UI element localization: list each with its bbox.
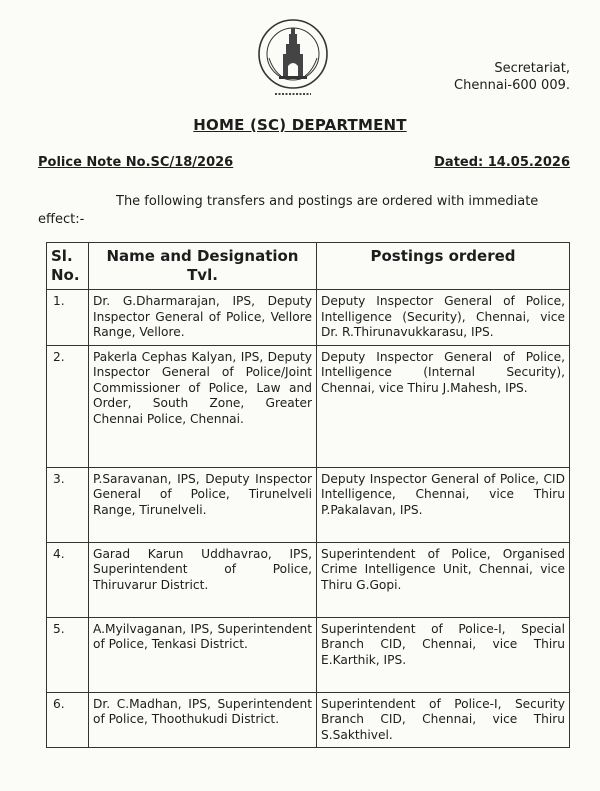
table-header-row xyxy=(47,243,570,290)
row-sl: 3. xyxy=(47,467,89,542)
row-posting: Superintendent of Police-I, Special Branch CID, Chennai, vice Thiru E.Karthik, IPS. xyxy=(317,617,570,692)
row-sl: 5. xyxy=(47,617,89,692)
intro-paragraph: The following transfers and postings are ordered with immediate effect:- xyxy=(38,194,539,227)
header-name-designation xyxy=(89,243,317,290)
row-posting: Superintendent of Police-I, Security Branch CID, Chennai, vice Thiru S.Sakthivel. xyxy=(317,692,570,748)
row-name: Dr. C.Madhan, IPS, Superintendent of Police, Thoothukudi District. xyxy=(89,692,317,748)
row-name: P.Saravanan, IPS, Deputy Inspector General of Police, Tirunelveli Range, Tirunelveli. xyxy=(89,467,317,542)
secretariat-address xyxy=(420,60,570,94)
header-name-line1: Name and Designation xyxy=(106,247,299,265)
state-emblem-icon xyxy=(255,14,331,106)
note-date: Dated: 14.05.2026 xyxy=(434,155,570,170)
table-row xyxy=(47,345,570,467)
header-sl-line1: Sl. xyxy=(51,247,73,265)
row-sl: 2. xyxy=(47,345,89,467)
row-sl: 1. xyxy=(47,290,89,346)
row-sl: 4. xyxy=(47,542,89,617)
table-row xyxy=(47,290,570,346)
table-row xyxy=(47,467,570,542)
header-sl-line2: No. xyxy=(51,266,80,284)
row-posting: Deputy Inspector General of Police, Intelligence (Security), Chennai, vice Dr. R.Thirunavukkarasu, IPS. xyxy=(317,290,570,346)
table-row xyxy=(47,692,570,748)
transfers-table xyxy=(46,242,570,748)
row-name: Pakerla Cephas Kalyan, IPS, Deputy Inspector General of Police/Joint Commissioner of Police, Law and Order, South Zone, Greater Chennai Police, Chennai. xyxy=(89,345,317,467)
address-line-2: Chennai-600 009. xyxy=(454,78,570,93)
note-header xyxy=(38,155,570,170)
row-posting: Superintendent of Police, Organised Crime Intelligence Unit, Chennai, vice Thiru G.Gopi. xyxy=(317,542,570,617)
row-posting: Deputy Inspector General of Police, Intelligence (Internal Security), Chennai, vice Thiru J.Mahesh, IPS. xyxy=(317,345,570,467)
department-title: HOME (SC) DEPARTMENT xyxy=(193,116,407,134)
police-note-number: Police Note No.SC/18/2026 xyxy=(38,155,234,170)
header-name-line2: Tvl. xyxy=(187,266,218,284)
table-row xyxy=(47,542,570,617)
header-postings: Postings ordered xyxy=(317,243,570,290)
row-name: Garad Karun Uddhavrao, IPS, Superintendent of Police, Thiruvarur District. xyxy=(89,542,317,617)
header-sl-no xyxy=(47,243,89,290)
row-sl: 6. xyxy=(47,692,89,748)
table-row xyxy=(47,617,570,692)
address-line-1: Secretariat, xyxy=(494,61,570,76)
row-posting: Deputy Inspector General of Police, CID Intelligence, Chennai, vice Thiru P.Pakalavan, IPS. xyxy=(317,467,570,542)
row-name: Dr. G.Dharmarajan, IPS, Deputy Inspector General of Police, Vellore Range, Vellore. xyxy=(89,290,317,346)
row-name: A.Myilvaganan, IPS, Superintendent of Police, Tenkasi District. xyxy=(89,617,317,692)
